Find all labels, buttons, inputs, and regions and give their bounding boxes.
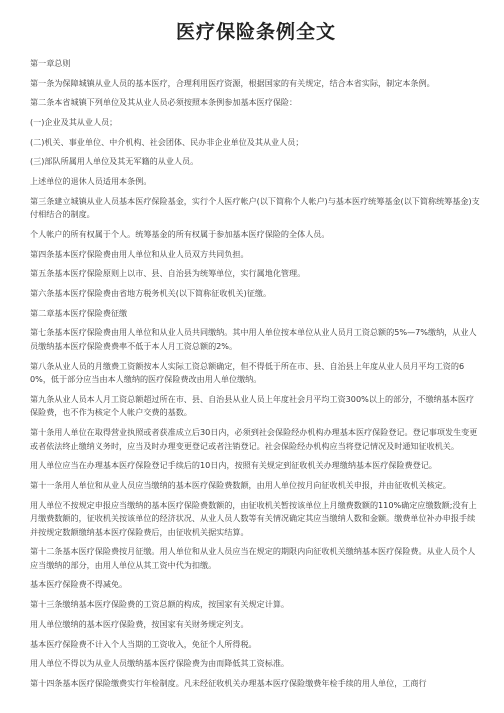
paragraph: (三)部队所属用人单位及其无军籍的从业人员。	[30, 156, 199, 167]
paragraph: 第十条用人单位在取得营业执照或者获准成立后30日内，必须到社会保险经办机构办理基本医疗保险登记。登记事项发生变更或者依法终止缴纳义务时，应当及时办理变更登记或者注销登记。社会保险经办机构应当将登记情况及时通知征收机关。	[30, 427, 478, 451]
paragraph: (一)企业及其从业人员；	[30, 117, 118, 128]
paragraph: 第七条基本医疗保险费由用人单位和从业人员共同缴纳。其中用人单位按本单位从业人员月工资总额的5%—7%缴纳，从业人员缴纳基本医疗保险费费率不低于本人月工资总额的2%。	[30, 327, 477, 351]
paragraph: 第一条为保障城镇从业人员的基本医疗，合理利用医疗资源，根据国家的有关规定，结合本省实际，制定本条例。	[30, 77, 435, 88]
paragraph: 用人单位不得以为从业人员缴纳基本医疗保险费为由而降低其工资标准。	[30, 658, 290, 669]
paragraph: 第六条基本医疗保险费由省地方税务机关(以下简称征收机关)征缴。	[30, 288, 272, 299]
document-title: 医疗保险条例全文	[175, 21, 336, 43]
paragraph: 第五条基本医疗保险原则上以市、县、自治县为统筹单位，实行属地化管理。	[30, 268, 306, 279]
paragraph: 第八条从业人员的月缴费工资额按本人实际工资总额确定，但不得低于所在市、县、自治县上年度从业人员月平均工资的60%，低于部分应当由本人缴纳的医疗保险费改由用人单位缴纳。	[30, 360, 465, 385]
paragraph: 第一章总则	[30, 58, 71, 68]
paragraph: 第二条本省城镇下列单位及其从业人员必须按照本条例参加基本医疗保险：	[30, 97, 298, 108]
paragraph: 基本医疗保险费不计入个人当期的工资收入，免征个人所得税。	[30, 638, 257, 649]
paragraph: 第十一条用人单位和从业人员应当缴纳的基本医疗保险费数额，由用人单位按月向征收机关申报，并由征收机关核定。	[30, 479, 451, 490]
document-body	[30, 57, 482, 690]
paragraph: 第十三条缴纳基本医疗保险费的工资总额的构成，按国家有关规定计算。	[30, 599, 290, 610]
paragraph: 用人单位不按规定申报应当缴纳的基本医疗保险费数额的，由征收机关暂按该单位上月缴费数额的110%确定应缴数额;没有上月缴费数额的，征收机关按该单位的经济状况、从业人员人数等有关情况确定其应当缴纳人数和金额。缴费单位补办申报手续并按规定数额缴纳基本医疗保险费后，由征收机关据实结算。	[30, 499, 477, 537]
paragraph: 基本医疗保险费不得减免。	[30, 579, 128, 590]
paragraph: 个人帐户的所有权属于个人。统筹基金的所有权属于参加基本医疗保险的全体人员。	[30, 229, 330, 239]
paragraph: 第二章基本医疗保险费征缴	[30, 307, 128, 318]
paragraph: 用人单位缴纳的基本医疗保险费，按国家有关财务规定列支。	[30, 618, 249, 629]
paragraph: 用人单位应当在办理基本医疗保险登记手续后的10日内，按照有关规定到征收机关办理缴纳基本医疗保险费登记。	[30, 460, 437, 471]
paragraph: 第四条基本医疗保险费由用人单位和从业人员双方共同负担。	[30, 248, 249, 259]
paragraph: 第十四条基本医疗保险缴费实行年检制度。凡未经征收机关办理基本医疗保险缴费年检手续的用人单位，工商行	[30, 677, 427, 688]
paragraph: (二)机关、事业单位、中介机构、社会团体、民办非企业单位及其从业人员；	[30, 136, 304, 147]
paragraph: 第十二条基本医疗保险费按月征缴。用人单位和从业人员应当在规定的期限内向征收机关缴纳基本医疗保险费。从业人员个人应当缴纳的部分，由用人单位从其工资中代为扣缴。	[30, 546, 476, 570]
paragraph: 第三条建立城镇从业人员基本医疗保险基金，实行个人医疗帐户(以下简称个人帐户)与基本医疗统筹基金(以下简称统筹基金)支付相结合的制度。	[30, 195, 480, 220]
paragraph: 第九条从业人员本人月工资总额超过所在市、县、自治县从业人员上年度社会月平均工资300%以上的部分，不缴纳基本医疗保险费，也不作为核定个人帐户交费的基数。	[30, 393, 475, 418]
paragraph: 上述单位的退休人员适用本条例。	[30, 176, 152, 187]
